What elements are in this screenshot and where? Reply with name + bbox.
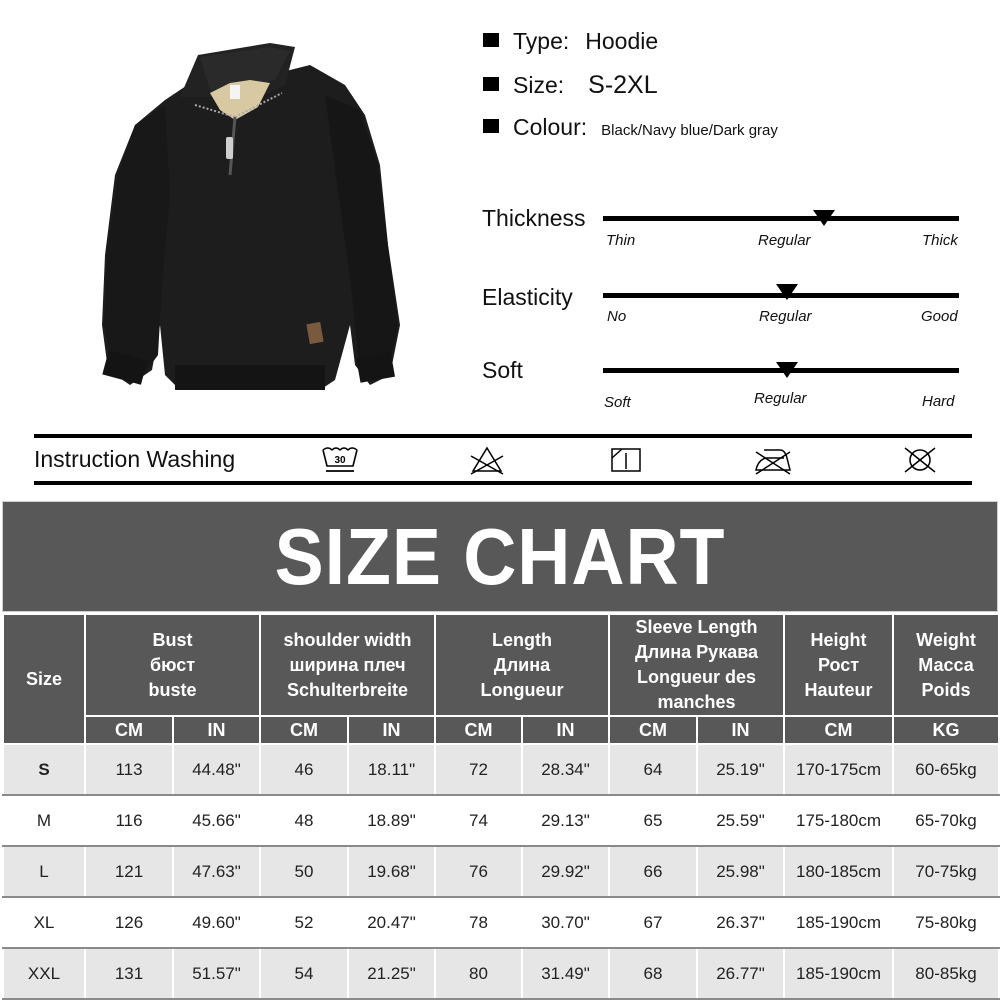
elasticity-scale <box>482 284 962 344</box>
spec-label: Colour: <box>513 114 588 140</box>
table-cell: 54 <box>260 948 348 999</box>
table-cell: 48 <box>260 795 348 846</box>
header-line: manches <box>657 692 736 712</box>
svg-text:30: 30 <box>334 455 346 466</box>
scale-tick-min: Thin <box>606 232 636 249</box>
table-cell: 68 <box>609 948 697 999</box>
spec-type <box>483 28 778 71</box>
header-line: Sleeve Length <box>635 617 758 637</box>
table-row <box>3 744 999 795</box>
header-line: Рост <box>817 654 860 675</box>
table-row <box>3 795 999 846</box>
square-bullet-icon <box>483 77 499 91</box>
header-line: shoulder width <box>283 629 412 650</box>
table-cell: 20.47" <box>348 897 435 948</box>
drip-dry-icon <box>610 444 644 481</box>
table-cell: 70-75kg <box>893 846 999 897</box>
spec-value: Hoodie <box>585 28 659 54</box>
spec-value: S-2XL <box>588 71 658 99</box>
column-header-height <box>784 614 893 716</box>
table-cell: 65 <box>609 795 697 846</box>
unit-header: CM <box>85 716 173 744</box>
size-cell: L <box>3 846 85 897</box>
unit-header: IN <box>173 716 260 744</box>
unit-header: CM <box>609 716 697 744</box>
table-cell: 49.60" <box>173 897 260 948</box>
column-header-size: Size <box>3 614 85 744</box>
table-cell: 30.70" <box>522 897 609 948</box>
unit-header: IN <box>348 716 435 744</box>
header-line: Weight <box>916 629 976 650</box>
scale-tick-mid: Regular <box>754 390 807 407</box>
scale-marker-icon <box>776 362 798 378</box>
column-header-weight <box>893 614 999 716</box>
table-cell: 19.68" <box>348 846 435 897</box>
header-line: Длина Рукава <box>634 642 759 662</box>
do-not-iron-icon <box>752 444 794 481</box>
table-cell: 51.57" <box>173 948 260 999</box>
size-cell: XXL <box>3 948 85 999</box>
table-row <box>3 846 999 897</box>
thickness-scale <box>482 205 962 265</box>
header-line: Schulterbreite <box>286 679 409 700</box>
scale-label: Elasticity <box>482 284 573 310</box>
header-line: Bust <box>152 629 193 650</box>
scale-bar <box>603 216 959 221</box>
table-cell: 78 <box>435 897 522 948</box>
table-cell: 75-80kg <box>893 897 999 948</box>
size-cell: XL <box>3 897 85 948</box>
scale-tick-max: Hard <box>922 393 955 410</box>
table-cell: 116 <box>85 795 173 846</box>
square-bullet-icon <box>483 119 499 133</box>
table-cell: 52 <box>260 897 348 948</box>
wash-divider-top <box>34 434 972 438</box>
scale-tick-max: Good <box>921 308 958 325</box>
hoodie-illustration <box>70 25 440 410</box>
size-cell: M <box>3 795 85 846</box>
table-cell: 45.66" <box>173 795 260 846</box>
size-cell: S <box>3 744 85 795</box>
spec-label: Type: <box>513 28 570 54</box>
header-line: Longueur <box>480 679 564 700</box>
scale-label: Thickness <box>482 205 586 231</box>
table-cell: 28.34" <box>522 744 609 795</box>
table-cell: 29.13" <box>522 795 609 846</box>
table-cell: 46 <box>260 744 348 795</box>
header-line: Масса <box>918 654 974 675</box>
table-cell: 131 <box>85 948 173 999</box>
column-header-bust <box>85 614 260 716</box>
scale-marker-icon <box>813 210 835 226</box>
spec-label: Size: <box>513 72 565 98</box>
scale-tick-min: Soft <box>604 394 631 411</box>
table-cell: 18.11" <box>348 744 435 795</box>
wash-30-icon <box>320 444 360 481</box>
header-line: бюст <box>149 654 196 675</box>
table-row <box>3 948 999 999</box>
unit-header: KG <box>893 716 999 744</box>
header-line: ширина плеч <box>289 654 406 675</box>
spec-colour <box>483 114 778 157</box>
scale-marker-icon <box>776 284 798 300</box>
column-header-sleeve-length <box>609 614 784 716</box>
table-cell: 44.48" <box>173 744 260 795</box>
table-cell: 175-180cm <box>784 795 893 846</box>
table-cell: 18.89" <box>348 795 435 846</box>
table-cell: 170-175cm <box>784 744 893 795</box>
table-cell: 76 <box>435 846 522 897</box>
unit-header: IN <box>522 716 609 744</box>
unit-header: CM <box>435 716 522 744</box>
header-line: Hauteur <box>804 679 873 700</box>
table-header-row <box>3 614 999 716</box>
table-cell: 113 <box>85 744 173 795</box>
column-header-length <box>435 614 609 716</box>
scale-label: Soft <box>482 357 523 383</box>
table-row <box>3 897 999 948</box>
spec-size <box>483 71 778 114</box>
table-cell: 74 <box>435 795 522 846</box>
table-cell: 60-65kg <box>893 744 999 795</box>
table-cell: 31.49" <box>522 948 609 999</box>
table-unit-row <box>3 716 999 744</box>
size-table <box>2 613 1000 1000</box>
table-cell: 25.19" <box>697 744 784 795</box>
table-cell: 64 <box>609 744 697 795</box>
table-cell: 50 <box>260 846 348 897</box>
header-line: buste <box>148 679 197 700</box>
scale-tick-mid: Regular <box>759 308 812 325</box>
table-cell: 72 <box>435 744 522 795</box>
softness-scale <box>482 357 962 417</box>
table-cell: 66 <box>609 846 697 897</box>
table-cell: 185-190cm <box>784 897 893 948</box>
table-cell: 25.98" <box>697 846 784 897</box>
table-cell: 29.92" <box>522 846 609 897</box>
table-cell: 67 <box>609 897 697 948</box>
scale-tick-max: Thick <box>922 232 958 249</box>
table-cell: 185-190cm <box>784 948 893 999</box>
spec-value: Black/Navy blue/Dark gray <box>601 122 778 139</box>
do-not-tumble-dry-icon <box>900 444 940 481</box>
table-cell: 126 <box>85 897 173 948</box>
header-line: Poids <box>921 679 971 700</box>
size-chart-title: SIZE CHART <box>274 511 726 601</box>
table-cell: 80-85kg <box>893 948 999 999</box>
unit-header: CM <box>784 716 893 744</box>
square-bullet-icon <box>483 33 499 47</box>
table-cell: 26.37" <box>697 897 784 948</box>
table-cell: 180-185cm <box>784 846 893 897</box>
header-line: Длина <box>493 654 551 675</box>
header-line: Longueur des <box>637 667 757 687</box>
scale-tick-mid: Regular <box>758 232 811 249</box>
wash-title: Instruction Washing <box>34 446 236 472</box>
wash-divider-bottom <box>34 481 972 485</box>
unit-header: CM <box>260 716 348 744</box>
table-cell: 25.59" <box>697 795 784 846</box>
table-cell: 26.77" <box>697 948 784 999</box>
do-not-bleach-icon <box>467 444 507 481</box>
spec-list <box>483 28 778 157</box>
size-chart-banner <box>2 501 998 612</box>
table-cell: 121 <box>85 846 173 897</box>
scale-tick-min: No <box>607 308 627 325</box>
product-image <box>70 25 440 410</box>
table-cell: 21.25" <box>348 948 435 999</box>
unit-header: IN <box>697 716 784 744</box>
header-line: Length <box>492 629 553 650</box>
column-header-shoulder-width <box>260 614 435 716</box>
table-cell: 47.63" <box>173 846 260 897</box>
table-cell: 80 <box>435 948 522 999</box>
table-cell: 65-70kg <box>893 795 999 846</box>
header-line: Height <box>810 629 867 650</box>
